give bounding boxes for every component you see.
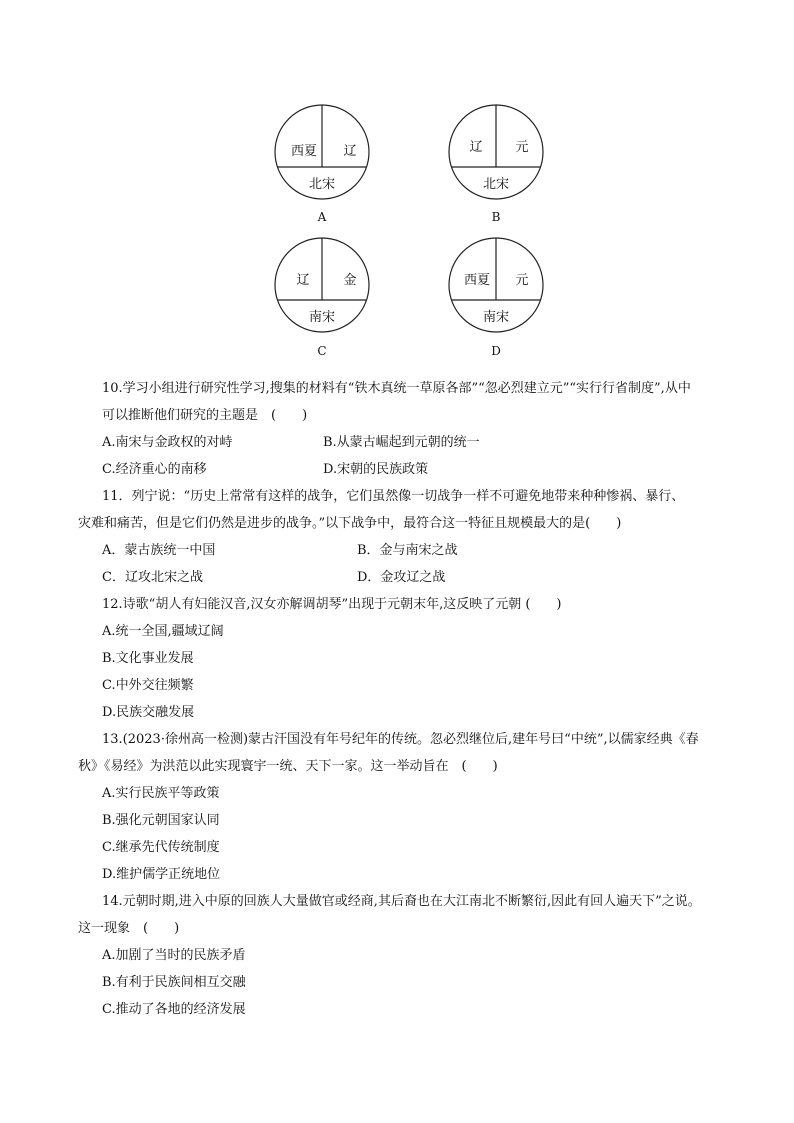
q13-stem-line2: 秋》《易经》为洪范以此实现寰宇一统、天下一家。这一举动旨在 ( ) [78, 759, 498, 774]
q12-stem-line1: 12.诗歌“胡人有妇能汉音,汉女亦解调胡琴”出现于元朝末年,这反映了元朝 ( ) [102, 597, 562, 612]
q14-stem-line1: 14.元朝时期,进入中原的回族人大量做官或经商,其后裔也在大江南北不断繁衍,因此有回人遍天下”之说。 [102, 894, 701, 909]
diagram-b-bottom: 北宋 [482, 177, 510, 192]
diagram-b-letter: B [491, 210, 501, 224]
diagram-d-top-right: 元 [515, 273, 529, 288]
q11-option-d: D．金攻辽之战 [357, 570, 446, 585]
q11-stem-line1: 11．列宁说：“历史上常常有这样的战争，它们虽然像一切战争一样不可避免地带来种种惨祸、暴行、 [102, 489, 685, 504]
diagram-d-bottom: 南宋 [482, 310, 510, 325]
diagram-a-letter: A [317, 210, 327, 224]
q12-option-a: A.统一全国,疆域辽阔 [102, 624, 224, 639]
q13-option-b: B.强化元朝国家认同 [102, 813, 220, 828]
q14-option-a: A.加剧了当时的民族矛盾 [102, 948, 246, 963]
q13-option-c: C.继承先代传统制度 [102, 840, 220, 855]
q11-option-b: B．金与南宋之战 [357, 543, 458, 558]
q14-stem-line2: 这一现象 ( ) [78, 921, 180, 936]
q13-option-a: A.实行民族平等政策 [102, 786, 220, 801]
q12-option-b: B.文化事业发展 [102, 651, 194, 666]
q11-stem-line2: 灾难和痛苦，但是它们仍然是进步的战争。”以下战争中，最符合这一特征且规模最大的是( ) [78, 516, 622, 531]
diagram-b [449, 105, 543, 224]
diagram-a [275, 105, 369, 224]
diagram-a-top-right: 辽 [343, 144, 357, 159]
q14-option-b: B.有利于民族间相互交融 [102, 975, 246, 990]
diagram-d-letter: D [491, 344, 501, 358]
q14-option-c: C.推动了各地的经济发展 [102, 1002, 246, 1017]
diagram-c [275, 238, 369, 358]
q10-stem-line2: 可以推断他们研究的主题是 ( ) [102, 408, 308, 423]
q13-stem-line1: 13.(2023·徐州高一检测)蒙古汗国没有年号纪年的传统。忽必烈继位后,建年号曰“中统”,以儒家经典《春 [102, 732, 699, 747]
q10-option-b: B.从蒙古崛起到元朝的统一 [323, 435, 480, 450]
q13-option-d: D.维护儒学正统地位 [102, 867, 221, 882]
diagram-d-top-left: 西夏 [463, 273, 491, 288]
diagram-c-letter: C [317, 344, 327, 358]
q11-option-c: C．辽攻北宋之战 [102, 570, 203, 585]
q12-option-d: D.民族交融发展 [102, 705, 195, 720]
diagram-b-top-right: 元 [515, 140, 529, 155]
diagram-a-bottom: 北宋 [308, 177, 336, 192]
diagram-d [449, 238, 543, 358]
diagram-c-bottom: 南宋 [308, 310, 336, 325]
circle-diagrams [0, 0, 794, 370]
q10-option-d: D.宋朝的民族政策 [323, 462, 429, 477]
diagram-a-top-left: 西夏 [290, 144, 318, 159]
q12-option-c: C.中外交往频繁 [102, 678, 194, 693]
q11-option-a: A．蒙古族统一中国 [102, 543, 216, 558]
q10-option-a: A.南宋与金政权的对峙 [102, 435, 233, 450]
diagram-b-top-left: 辽 [469, 140, 483, 155]
diagram-c-top-right: 金 [343, 273, 357, 288]
diagram-c-top-left: 辽 [296, 273, 310, 288]
q10-stem-line1: 10.学习小组进行研究性学习,搜集的材料有“铁木真统一草原各部”“忽必烈建立元”“实行行省制度”,从中 [102, 381, 691, 396]
q10-option-c: C.经济重心的南移 [102, 462, 207, 477]
